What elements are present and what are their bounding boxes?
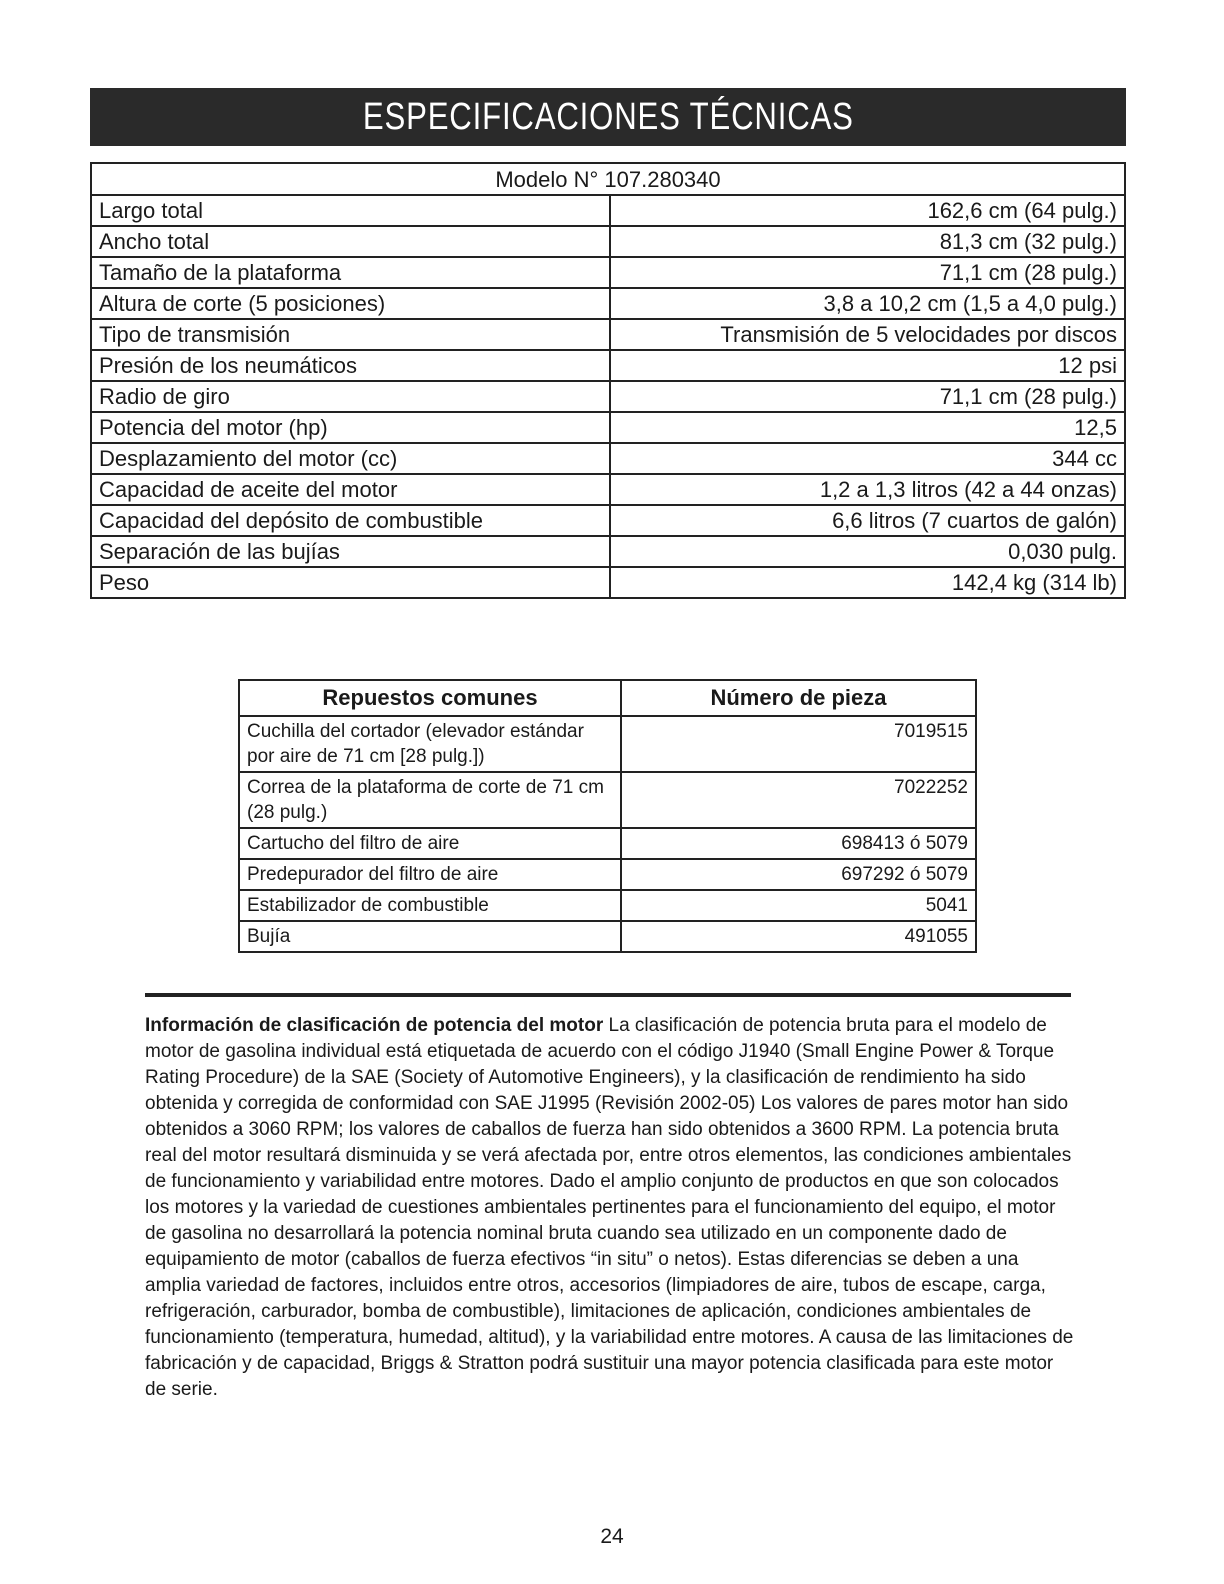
- part-number: 7019515: [621, 716, 976, 772]
- page-number: 24: [600, 1525, 624, 1548]
- spec-label: Peso: [91, 567, 610, 598]
- part-row: [239, 921, 976, 952]
- spec-value: 142,4 kg (314 lb): [610, 567, 1125, 598]
- part-row: [239, 890, 976, 921]
- spec-label: Desplazamiento del motor (cc): [91, 443, 610, 474]
- part-row: [239, 716, 976, 772]
- spec-value: 162,6 cm (64 pulg.): [610, 195, 1125, 226]
- part-name: Predepurador del filtro de aire: [239, 859, 621, 890]
- spec-row: [91, 412, 1125, 443]
- part-row: [239, 828, 976, 859]
- spec-row: [91, 536, 1125, 567]
- spec-row: [91, 288, 1125, 319]
- spec-row: [91, 195, 1125, 226]
- spec-value: Transmisión de 5 velocidades por discos: [610, 319, 1125, 350]
- engine-power-rating-info: [145, 1013, 1075, 1403]
- info-body: La clasificación de potencia bruta para el modelo de motor de gasolina individual está etiquetada de acuerdo con el código J1940 (Small Engine Power & Torque Rating Procedure) de la SAE (Society of Automotive Engineers), y la clasificación de rendimiento ha sido obtenida y corregida de conformidad con SAE J1995 (Revisión 2002-05) Los valores de pares motor han sido obtenidos a 3060 RPM; los valores de caballos de fuerza han sido obtenidos a 3600 RPM. La potencia bruta real del motor resultará disminuida y se verá afectada por, entre otros elementos, las condiciones ambientales de funcionamiento y variabilidad entre motores. Dado el amplio conjunto de productos en que son colocados los motores y la variedad de cuestiones ambientales pertinentes para el funcionamiento del equipo, el motor de gasolina no desarrollará la potencia nominal bruta cuando sea utilizado en un componente dado de equipamiento de motor (caballos de fuerza efectivos “in situ” o netos). Estas diferencias se deben a una amplia variedad de factores, incluidos entre otros, accesorios (limpiadores de aire, tubos de escape, carga, refrigeración, carburador, bomba de combustible), limitaciones de aplicación, condiciones ambientales de funcionamiento (temperatura, humedad, altitud), y la variabilidad entre motores. A causa de las limitaciones de fabricación y de capacidad, Briggs & Stratton podrá sustituir una mayor potencia clasificada para este motor de serie.: [145, 1015, 1074, 1400]
- spec-row: [91, 226, 1125, 257]
- spec-label: Ancho total: [91, 226, 610, 257]
- part-name: Estabilizador de combustible: [239, 890, 621, 921]
- specifications-table: [90, 162, 1126, 599]
- spec-row: [91, 567, 1125, 598]
- spec-label: Altura de corte (5 posiciones): [91, 288, 610, 319]
- spec-value: 71,1 cm (28 pulg.): [610, 381, 1125, 412]
- spec-value: 6,6 litros (7 cuartos de galón): [610, 505, 1125, 536]
- model-number: Modelo N° 107.280340: [91, 163, 1125, 195]
- spec-value: 71,1 cm (28 pulg.): [610, 257, 1125, 288]
- spec-value: 0,030 pulg.: [610, 536, 1125, 567]
- spec-label: Separación de las bujías: [91, 536, 610, 567]
- spec-label: Radio de giro: [91, 381, 610, 412]
- replacement-parts-table: [238, 679, 977, 953]
- part-name: Cuchilla del cortador (elevador estándar por aire de 71 cm [28 pulg.]): [239, 716, 621, 772]
- spec-row: [91, 505, 1125, 536]
- spec-row: [91, 474, 1125, 505]
- section-divider: [145, 993, 1071, 997]
- spec-label: Presión de los neumáticos: [91, 350, 610, 381]
- part-number: 5041: [621, 890, 976, 921]
- spec-label: Tamaño de la plataforma: [91, 257, 610, 288]
- part-number: 697292 ó 5079: [621, 859, 976, 890]
- part-name: Correa de la plataforma de corte de 71 cm (28 pulg.): [239, 772, 621, 828]
- spec-row: [91, 350, 1125, 381]
- part-row: [239, 859, 976, 890]
- spec-row: [91, 381, 1125, 412]
- part-name: Cartucho del filtro de aire: [239, 828, 621, 859]
- parts-header-number: Número de pieza: [621, 680, 976, 716]
- spec-label: Capacidad de aceite del motor: [91, 474, 610, 505]
- title-banner: [90, 88, 1126, 146]
- spec-value: 3,8 a 10,2 cm (1,5 a 4,0 pulg.): [610, 288, 1125, 319]
- parts-header-row: [239, 680, 976, 716]
- spec-value: 12 psi: [610, 350, 1125, 381]
- part-row: [239, 772, 976, 828]
- spec-value: 81,3 cm (32 pulg.): [610, 226, 1125, 257]
- spec-label: Tipo de transmisión: [91, 319, 610, 350]
- spec-value: 12,5: [610, 412, 1125, 443]
- part-number: 491055: [621, 921, 976, 952]
- info-heading: Información de clasificación de potencia del motor: [145, 1015, 604, 1036]
- page-title: ESPECIFICACIONES TÉCNICAS: [362, 95, 854, 138]
- spec-label: Potencia del motor (hp): [91, 412, 610, 443]
- part-number: 698413 ó 5079: [621, 828, 976, 859]
- part-number: 7022252: [621, 772, 976, 828]
- spec-value: 1,2 a 1,3 litros (42 a 44 onzas): [610, 474, 1125, 505]
- spec-label: Capacidad del depósito de combustible: [91, 505, 610, 536]
- spec-row: [91, 319, 1125, 350]
- spec-row: [91, 257, 1125, 288]
- part-name: Bujía: [239, 921, 621, 952]
- spec-row: [91, 443, 1125, 474]
- model-row: [91, 163, 1125, 195]
- spec-value: 344 cc: [610, 443, 1125, 474]
- parts-header-name: Repuestos comunes: [239, 680, 621, 716]
- spec-label: Largo total: [91, 195, 610, 226]
